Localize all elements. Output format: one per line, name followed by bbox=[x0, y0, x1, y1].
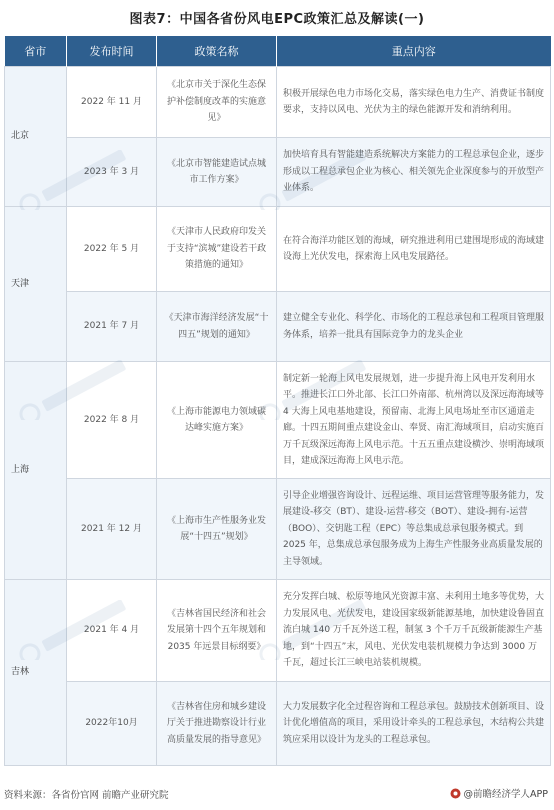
brand-credit bbox=[450, 786, 548, 800]
chart-title: 图表7：中国各省份风电EPC政策汇总及解读(一) bbox=[129, 12, 425, 27]
province-cell: 吉林 bbox=[5, 580, 67, 766]
content-cell: 引导企业增强咨询设计、远程运维、项目运营管理等服务能力，发展建设-移交（BT）、建设-运营-移交（BOT）、建设-拥有-运营（BOO）、交钥匙工程（EPC）等总集成总承包服务模式。到 2025 年，总集成总承包服务成为上海生产性服务业高质量发展的主导领域。 bbox=[277, 479, 551, 580]
source-note: 资料来源：各省份官网 前瞻产业研究院 bbox=[4, 790, 169, 801]
date-cell: 2021 年 12 月 bbox=[67, 479, 157, 580]
province-cell: 天津 bbox=[5, 207, 67, 362]
policy-name-cell: 《天津市海洋经济发展“十四五”规划的通知》 bbox=[157, 292, 277, 362]
table-header-row bbox=[5, 36, 551, 67]
table-row bbox=[5, 207, 551, 292]
policy-name-cell: 《上海市能源电力领域碳达峰实施方案》 bbox=[157, 362, 277, 479]
content-cell: 制定新一轮海上风电发展规划，进一步提升海上风电开发利用水平。推进长江口外北部、长江口外南部、杭州湾以及深远海海域等 4 大海上风电基地建设，预留南、北海上风电场址至市区通道走廊。十四五期间重点建设金山、奉贤、南汇海域项目，启动实施百万千瓦级深远海海上风电示范。十五五重点建设横沙、崇明海域项目，建成深远海海上风电示范。 bbox=[277, 362, 551, 479]
content-cell: 积极开展绿色电力市场化交易，落实绿色电力生产、消费证书制度要求，支持以风电、光伏为主的绿色能源开发和消纳利用。 bbox=[277, 67, 551, 138]
table-row bbox=[5, 580, 551, 682]
content-cell: 在符合海洋功能区划的海域，研究推进利用已建围堤形成的海域建设海上光伏发电，探索海上风电发展路径。 bbox=[277, 207, 551, 292]
header-key-content: 重点内容 bbox=[277, 36, 551, 67]
table-row bbox=[5, 362, 551, 479]
table-row bbox=[5, 682, 551, 766]
date-cell: 2022 年 5 月 bbox=[67, 207, 157, 292]
policy-name-cell: 《上海市生产性服务业发展“十四五”规划》 bbox=[157, 479, 277, 580]
date-cell: 2023 年 3 月 bbox=[67, 138, 157, 207]
table-row bbox=[5, 479, 551, 580]
policy-table bbox=[4, 36, 551, 766]
table-row bbox=[5, 67, 551, 138]
brand-logo-icon bbox=[450, 788, 461, 799]
date-cell: 2022年10月 bbox=[67, 682, 157, 766]
content-cell: 建立健全专业化、科学化、市场化的工程总承包和工程项目管理服务体系，培养一批具有国际竞争力的龙头企业 bbox=[277, 292, 551, 362]
province-cell: 北京 bbox=[5, 67, 67, 207]
table-row bbox=[5, 138, 551, 207]
policy-name-cell: 《吉林省国民经济和社会发展第十四个五年规划和 2035 年远景目标纲要》 bbox=[157, 580, 277, 682]
content-cell: 加快培育具有智能建造系统解决方案能力的工程总承包企业，逐步形成以工程总承包企业为核心、相关领先企业深度参与的开放型产业体系。 bbox=[277, 138, 551, 207]
policy-name-cell: 《北京市关于深化生态保护补偿制度改革的实施意见》 bbox=[157, 67, 277, 138]
table-row bbox=[5, 292, 551, 362]
header-date: 发布时间 bbox=[67, 36, 157, 67]
brand-credit-text: @前瞻经济学人APP bbox=[463, 789, 548, 800]
header-province: 省市 bbox=[5, 36, 67, 67]
policy-name-cell: 《吉林省住房和城乡建设厅关于推进勘察设计行业高质量发展的指导意见》 bbox=[157, 682, 277, 766]
province-cell: 上海 bbox=[5, 362, 67, 580]
content-cell: 充分发挥白城、松原等地风光资源丰富、未利用土地多等优势，大力发展风电、光伏发电，建设国家级新能源基地，加快建设鲁固直流白城 140 万千瓦外送工程，制氢 3 个千万千瓦级新能源生产基地，到“十四五”末，风电、光伏发电装机规模力争达到 3000 万千瓦，超过长江三峡电站装机规模。 bbox=[277, 580, 551, 682]
date-cell: 2022 年 8 月 bbox=[67, 362, 157, 479]
header-policy-name: 政策名称 bbox=[157, 36, 277, 67]
content-cell: 大力发展数字化全过程咨询和工程总承包。鼓励技术创新项目、设计优化增值高的项目，采用设计牵头的工程总承包，木结构公共建筑应采用以设计为龙头的工程总承包。 bbox=[277, 682, 551, 766]
date-cell: 2021 年 4 月 bbox=[67, 580, 157, 682]
policy-name-cell: 《天津市人民政府印发关于支持“滨城”建设若干政策措施的通知》 bbox=[157, 207, 277, 292]
policy-name-cell: 《北京市智能建造试点城市工作方案》 bbox=[157, 138, 277, 207]
date-cell: 2022 年 11 月 bbox=[67, 67, 157, 138]
date-cell: 2021 年 7 月 bbox=[67, 292, 157, 362]
